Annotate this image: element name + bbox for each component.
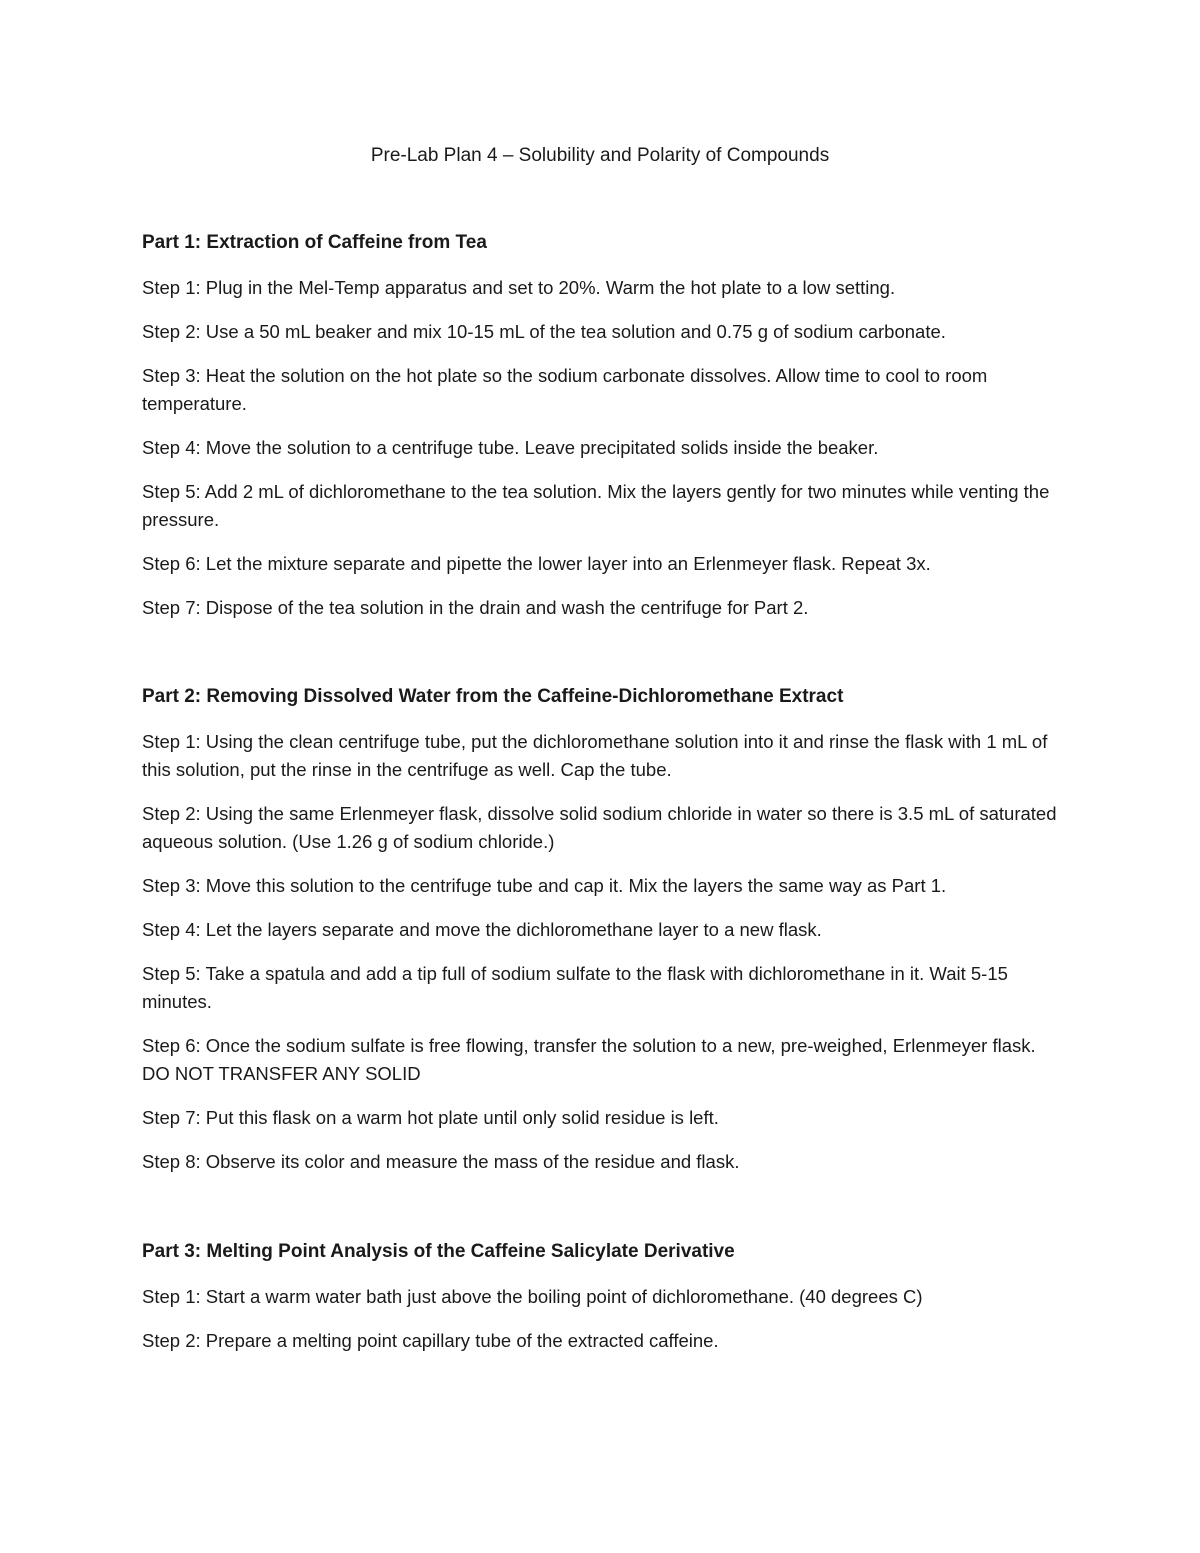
part-2-step-2	[142, 800, 1062, 856]
step-text: Use a 50 mL beaker and mix 10-15 mL of the tea solution and 0.75 g of sodium carbonate.	[205, 321, 946, 342]
step-text: Using the same Erlenmeyer flask, dissolve solid sodium chloride in water so there is 3.5 mL of saturated aqueous solution. (Use 1.26 g of sodium chloride.)	[142, 803, 1057, 852]
part-2-step-8	[142, 1148, 1062, 1176]
step-label: Step 1:	[142, 277, 201, 298]
part-2-step-6	[142, 1032, 1062, 1088]
step-label: Step 2:	[142, 803, 201, 824]
part-2-step-3	[142, 872, 1062, 900]
part-3-section	[142, 1239, 1062, 1355]
part-1-heading: Part 1: Extraction of Caffeine from Tea	[142, 232, 487, 253]
step-label: Step 8:	[142, 1151, 201, 1172]
step-text: Plug in the Mel-Temp apparatus and set to 20%. Warm the hot plate to a low setting.	[205, 277, 896, 298]
step-text: Dispose of the tea solution in the drain and wash the centrifuge for Part 2.	[205, 597, 809, 618]
step-text: Heat the solution on the hot plate so the sodium carbonate dissolves. Allow time to cool to room temperature.	[142, 365, 988, 414]
part-1-step-3	[142, 362, 1062, 418]
step-label: Step 6:	[142, 553, 201, 574]
step-label: Step 4:	[142, 919, 201, 940]
step-text: Using the clean centrifuge tube, put the dichloromethane solution into it and rinse the flask with 1 mL of this solution, put the rinse in the centrifuge as well. Cap the tube.	[142, 731, 1048, 780]
step-label: Step 5:	[142, 963, 201, 984]
part-1-step-6	[142, 550, 1062, 578]
part-2-step-4	[142, 916, 1062, 944]
part-3-step-1	[142, 1283, 1062, 1311]
step-text: Let the layers separate and move the dichloromethane layer to a new flask.	[205, 919, 822, 940]
part-2-step-7	[142, 1104, 1062, 1132]
part-2-section	[142, 684, 1062, 1176]
step-text: Add 2 mL of dichloromethane to the tea solution. Mix the layers gently for two minutes while venting the pressure.	[142, 481, 1050, 530]
part-1-step-1	[142, 274, 1062, 302]
step-label: Step 1:	[142, 731, 201, 752]
step-label: Step 3:	[142, 365, 201, 386]
step-label: Step 4:	[142, 437, 201, 458]
step-label: Step 2:	[142, 321, 201, 342]
step-text: Put this flask on a warm hot plate until only solid residue is left.	[205, 1107, 719, 1128]
part-2-heading: Part 2: Removing Dissolved Water from the Caffeine-Dichloromethane Extract	[142, 686, 844, 707]
part-3-step-2	[142, 1327, 1062, 1355]
step-text: Observe its color and measure the mass of the residue and flask.	[205, 1151, 740, 1172]
part-1-step-2	[142, 318, 1062, 346]
part-1-step-4	[142, 434, 1062, 462]
part-3-heading: Part 3: Melting Point Analysis of the Caffeine Salicylate Derivative	[142, 1241, 735, 1262]
step-label: Step 6:	[142, 1035, 201, 1056]
step-label: Step 1:	[142, 1286, 201, 1307]
part-1-section	[142, 230, 1062, 622]
step-label: Step 7:	[142, 597, 201, 618]
step-text: Start a warm water bath just above the boiling point of dichloromethane. (40 degrees C)	[205, 1286, 923, 1307]
part-1-step-5	[142, 478, 1062, 534]
part-2-step-5	[142, 960, 1062, 1016]
step-text: Once the sodium sulfate is free flowing, transfer the solution to a new, pre-weighed, Erlenmeyer flask. DO NOT TRANSFER ANY SOLID	[142, 1035, 1036, 1084]
step-label: Step 7:	[142, 1107, 201, 1128]
part-1-step-7	[142, 594, 1062, 622]
part-2-step-1	[142, 728, 1062, 784]
step-label: Step 5:	[142, 481, 201, 502]
document-title: Pre-Lab Plan 4 – Solubility and Polarity of Compounds	[370, 145, 830, 166]
step-text: Move the solution to a centrifuge tube. Leave precipitated solids inside the beaker.	[205, 437, 879, 458]
step-label: Step 3:	[142, 875, 201, 896]
step-label: Step 2:	[142, 1330, 201, 1351]
step-text: Let the mixture separate and pipette the lower layer into an Erlenmeyer flask. Repeat 3x.	[205, 553, 931, 574]
step-text: Take a spatula and add a tip full of sodium sulfate to the flask with dichloromethane in it. Wait 5-15 minutes.	[142, 963, 1008, 1012]
step-text: Prepare a melting point capillary tube of the extracted caffeine.	[205, 1330, 719, 1351]
step-text: Move this solution to the centrifuge tube and cap it. Mix the layers the same way as Part 1.	[205, 875, 947, 896]
